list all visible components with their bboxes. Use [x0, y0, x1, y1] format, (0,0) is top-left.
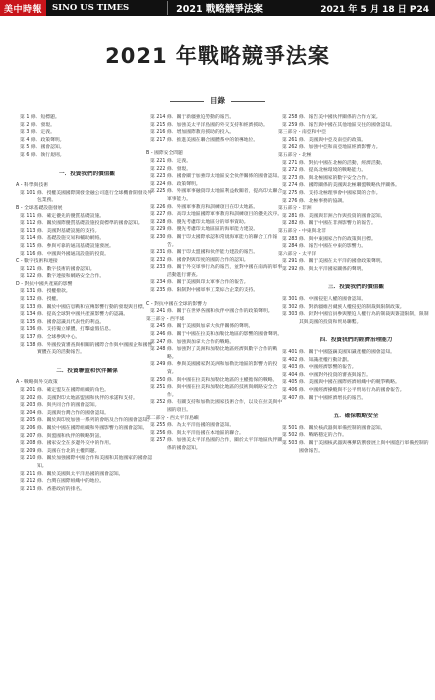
- toc-entry: 第 112 條．關於國際優質基礎設施投資標準的國會認知。: [20, 221, 143, 227]
- toc-entry: 第 131 條．授權撥款。: [20, 289, 71, 295]
- toc-entry: 第 225 條．外國軍事融資印太地區利益攸關者，提高印太聯合軍事能力。: [150, 189, 283, 202]
- section-heading: 四．投資我們的經濟治理能力: [319, 337, 393, 344]
- toc-entry: 第 221 條．定義。: [150, 158, 191, 164]
- subsection-label: C - 對抗中國在全球的影響力: [146, 301, 207, 307]
- toc-label: 目錄: [210, 96, 225, 105]
- toc-entry: 第 111 條．確定優先的優質基礎設施。: [20, 213, 105, 219]
- toc-entry: 第 276 條．北極事務的協調。: [282, 198, 347, 204]
- toc-entry: 第 215 條．加強美太平洋島國的外交支持和經濟援助。: [150, 122, 268, 128]
- toc-entry: 第 209 條．美國在台北的主權問題。: [20, 448, 100, 454]
- toc-entry: 第 203 條．與共同合作的國會認知。: [20, 403, 100, 409]
- toc-entry: 第 101 條．授權美國國際開發金融公司進行全球機會開發及外包業務。: [20, 190, 153, 204]
- toc-entry: 第 228 條．優先考慮印太地區分的軍事資助。: [150, 219, 249, 225]
- toc-entry: 第 114 條．基礎設施交易和輔助網絡。: [20, 236, 105, 242]
- toc-entry: 第 137 條．全球參與中心。: [20, 335, 81, 341]
- section-heading: 三．投資我們的價值觀: [328, 284, 384, 291]
- toc-entry: 第 247 條．加強與加拿大合作的戰略。: [150, 339, 235, 345]
- toc-heading: [0, 95, 435, 106]
- subsection-label: A - 科學與技術: [16, 183, 49, 189]
- toc-entry: 第 136 條．支持獨立媒體，打擊虛假信息。: [20, 327, 114, 333]
- toc-entry: 第 4 條．政策聲明。: [20, 137, 65, 143]
- toc-entry: 第 211 條．關於美國與太平洋島國的國會認知。: [20, 471, 124, 477]
- subsection-label: 第五部分 - 北極: [278, 152, 312, 158]
- toc-entry: 第 403 條．中國經濟影響的報告。: [282, 365, 357, 371]
- toc-entry: 第 121 條．數字技術的國會認知。: [20, 266, 95, 272]
- toc-entry: 第 227 條．高印太地區國際軍事教育和訓練項目的優先次序。: [150, 212, 283, 218]
- toc-entry: 第 282 條．關于中國在非洲影響力的報告。: [282, 221, 376, 227]
- toc-entry: 第 222 條．發現。: [150, 166, 191, 172]
- toc-entry: 第 217 條．推進美國在聯合國體系中的領導地位。: [150, 137, 259, 143]
- subsection-label: C - 數字技術和連接: [16, 259, 58, 265]
- toc-entry: 第 301 條．中國侵犯人權的國會認知。: [282, 297, 367, 303]
- subsection-label: 第三部分 - 南亞和中亞: [278, 130, 326, 136]
- toc-column-2: [146, 114, 284, 453]
- toc-entry: 第 234 條．關于美國與印太軍事合作的報告。: [150, 280, 249, 286]
- toc-entry: 第 206 條．關於中國在國際組織和外國影響力的國會認知。: [20, 425, 148, 431]
- toc-entry: 第 229 條．優先考慮印太地區區的海軍能力建設。: [150, 227, 259, 233]
- toc-entry: 第 235 條．限制對中國軍事工業綜合企業的支持。: [150, 288, 259, 294]
- toc-entry: 第 122 條．數字連接和網路安全合作。: [20, 274, 105, 280]
- spacer: [282, 273, 430, 279]
- toc-entry: 第 250 條．與中國在拉美和加勒比地區的主權擔保的戰略。: [150, 377, 278, 383]
- toc-entry: 第 501 條．關於核武器與軍備控制的國會認知。: [282, 425, 386, 431]
- toc-entry: 第 405 條．美國與中國在國際經濟組織中的競爭戰略。: [282, 380, 400, 386]
- toc-entry: 第 226 條．外國軍事教育和訓練項目在印太地區。: [150, 204, 259, 210]
- toc-entry: 第 255 條．為太平洋島國的國會認知。: [150, 423, 235, 429]
- toc-entry: 第 252 條．有關支持和加勒比國家技術合作，以及在拉美與中國的項目。: [150, 400, 283, 413]
- toc-entry: 第 5 條．國會認知。: [20, 145, 65, 151]
- section-heading: 五．確保戰略安全: [333, 413, 379, 420]
- toc-entry: 第 202 條．美國對印太地區盟國和伙伴的承諾和支持。: [20, 395, 138, 401]
- toc-entry: 第 224 條．政策聲明。: [150, 181, 201, 187]
- toc-entry: 第 210 條．關於加強國際中國合作和美國和其他國家的國會認知。: [20, 456, 153, 469]
- toc-column-1: [16, 114, 154, 493]
- subsection-label: 第二部分 - 西太平洋島嶼: [146, 415, 199, 421]
- toc-entry: 第 303 條．針對中國官員參與壓迫人權行為的制裁與簽證限制，限制其與美國的投資和貿易聯繫。: [282, 312, 429, 325]
- toc-entry: 第 212 條．台灣在國際組織中的地位。: [20, 479, 105, 485]
- subsection-label: A - 戰略與外交政策: [16, 380, 58, 386]
- toc-entry: 第 241 條．關于在世界各國和伙伴中國合作的政策聲明。: [150, 309, 273, 315]
- toc-entry: 第 402 條．知識產權行動計劃。: [282, 357, 352, 363]
- toc-entry: 第 302 條．對新疆維吾爾族人權侵犯的制裁與限制政策。: [282, 304, 405, 310]
- subsection-label: 第五部分 - 非洲: [278, 206, 312, 212]
- toc-entry: 第 248 條．加強對了美洲和加勒比地區經濟與數字合作的戰略。: [150, 347, 278, 360]
- toc-entry: 第 249 條．參與美國國家對美洲和加勒比地區的影響力的投資。: [150, 362, 278, 375]
- spacer: [282, 326, 430, 332]
- toc-entry: 第 251 條．與中國在拉美和加勒比地區的技術與網路安全合作。: [150, 385, 278, 398]
- toc-entry: 第 223 條．國會關于加強印太地區安全伙伴關係的國會認知。: [150, 174, 283, 180]
- toc-entry: 第 502 條．戰略穩定的合作。: [282, 433, 347, 439]
- page-title: 2021 年戰略競爭法案: [105, 44, 330, 68]
- subsection-label: B - 國際安全問題: [146, 151, 183, 157]
- section-heading: 一．投資我們的價值觀: [59, 170, 115, 177]
- toc-entry: 第 258 條．報告美中國伙伴關係的合作方案。: [282, 115, 381, 120]
- toc-entry: 第 1 條．短標題。: [20, 115, 60, 120]
- toc-entry: 第 401 條．關于中國盜竊美國知識產權的國會認知。: [282, 350, 395, 356]
- toc-entry: 第 245 條．關于美國與加拿大伙伴關係的聲明。: [150, 324, 254, 330]
- toc-entry: 第 404 條．中國對外投資的審查與報告。: [282, 372, 371, 378]
- toc-entry: 第 272 條．提高北極環境的戰略能力。: [282, 168, 367, 174]
- subsection-label: 第六部分 - 太平洋: [278, 251, 317, 257]
- toc-entry: 第 291 條．關于美國在太平洋的國會政策聲明。: [282, 259, 386, 265]
- toc-entry: 第 284 條．報告中國在中東的影響力。: [282, 244, 367, 250]
- toc-entry: 第 3 條．定義。: [20, 130, 55, 136]
- toc-entry: 第 261 條．美國與中亞及南亞的政策。: [282, 137, 367, 143]
- toc-entry: 第 133 條．關於中國信息戰和宣傳影響行動的發現與目標。: [20, 304, 148, 310]
- toc-entry: 第 113 條．美國對基礎設施的支持。: [20, 228, 100, 234]
- toc-entry: 第 132 條．授權。: [20, 297, 61, 303]
- section-title: 2021 戰略競爭法案: [167, 1, 263, 15]
- toc-entry: 第 205 條．關於與印度加強一系列的會晤及合作的國會認知。: [20, 418, 153, 424]
- toc-entry: 第 503 條．關于美國核武器與導彈防禦發展上與中國進行軍備控制的國會報告。: [282, 440, 429, 454]
- toc-entry: 第 259 條．報告與中國在其他地區交往的國會認知。: [282, 122, 395, 128]
- toc-entry: 第 134 條．提高全球對中國共產黨影響力的認識。: [20, 312, 129, 318]
- toc-entry: 第 271 條．對抗中國在北極的活動，經濟活動。: [282, 160, 386, 166]
- toc-entry: 第 230 條．關于印太國際承認和常規海軍能力的聯合工作報告。: [150, 234, 278, 248]
- newspaper-logo: 美中時報: [0, 0, 46, 16]
- toc-entry: 第 213 條．香港政府的排名。: [20, 486, 85, 492]
- toc-rule-left: [170, 101, 204, 102]
- spacer: [282, 402, 430, 408]
- toc-rule-right: [231, 101, 265, 102]
- date-page-number: 2021 年 5 月 18 日 P24: [320, 4, 429, 15]
- toc-entry: 第 6 條．執行規則。: [20, 152, 65, 158]
- toc-entry: 第 262 條．加強中亞和南亞地區經濟影響力。: [282, 145, 381, 151]
- toc-entry: 第 281 條．美國與非洲合作與投資的國會認知。: [282, 213, 386, 219]
- toc-entry: 第 204 條．美國與台灣合作的國會認知。: [20, 410, 109, 416]
- subsection-label: 第五部分 - 中東與北非: [278, 228, 326, 234]
- toc-entry: 第 214 條．關于新疆強迫勞動的報告。: [150, 115, 235, 120]
- subsection-label: 第三部分 - 西半球: [146, 316, 185, 322]
- toc-entry: 第 407 條．關于中國經濟增長的報告。: [282, 395, 367, 401]
- toc-entry: 第 232 條．國會對與印度的國防合作的認知。: [150, 257, 249, 263]
- newspaper-english-name: SINO US TIMES: [52, 3, 130, 13]
- toc-entry: 第 274 條．國際關係的美國與北極聯盟戰略伙伴關係。: [282, 183, 400, 189]
- toc-entry: 第 275 條．支持北極理事會中國家間的合作。: [282, 190, 381, 196]
- toc-entry: 第 2 條．發現。: [20, 122, 55, 128]
- toc-entry: 第 115 條．參與可靠的通訊基礎設施發展。: [20, 243, 114, 249]
- toc-entry: 第 292 條．與太平洋國家關係的聲明。: [282, 266, 367, 272]
- toc-entry: 第 231 條．關于印太盟國和伙伴能力建設的報告。: [150, 250, 259, 256]
- toc-entry: 第 201 條．確定盟友在國際組織的角色。: [20, 388, 109, 393]
- toc-entry: 第 208 條．國家安全在多邊外交中的作用。: [20, 441, 114, 447]
- toc-entry: 第 216 條．增加國際教育援助的投入。: [150, 130, 235, 136]
- toc-entry: 第 283 條．與中東國家合作的政策與目標。: [282, 236, 376, 242]
- masthead-bar: [0, 0, 435, 16]
- toc-entry: 第 273 條．與北極國家的數字安全合作。: [282, 175, 371, 181]
- toc-column-3: [278, 114, 430, 455]
- toc-entry: 第 116 條．中國與外國通訊設施的投資。: [20, 251, 109, 257]
- toc-entry: 第 207 條．與盟國和伙伴的戰略對話。: [20, 433, 105, 439]
- subsection-label: D - 對抗中國共產黨的影響: [16, 281, 73, 287]
- subsection-label: B - 全球基礎設施發展: [16, 205, 63, 211]
- spacer: [20, 160, 154, 166]
- toc-entry: 第 138 條．外國投資審查與相關的國際合作與中國國企和國營實體在美的活動報告。: [20, 342, 153, 356]
- toc-entry: 第 257 條．加強美太平洋島國的合作，關於太平洋地區伙伴關係的國會認知。: [150, 438, 283, 451]
- toc-entry: 第 246 條．關于中國在拉美和加勒比地區的影響的國會聲明。: [150, 332, 283, 338]
- toc-entry: 第 256 條．與太平洋島國在本地區的聯合。: [150, 430, 244, 436]
- spacer: [20, 357, 154, 363]
- toc-entry: 第 406 條．中國經濟操縱與不公平貿易行為的國會報告。: [282, 388, 405, 393]
- section-heading: 二．投資聯盟和伙伴關係: [56, 367, 118, 374]
- toc-entry: 第 135 條．國會認識具代表性的利益。: [20, 319, 105, 325]
- toc-entry: 第 233 條．關于外交軍事行為的報告，並對中國在南海的軍事活動進行審查。: [150, 265, 283, 278]
